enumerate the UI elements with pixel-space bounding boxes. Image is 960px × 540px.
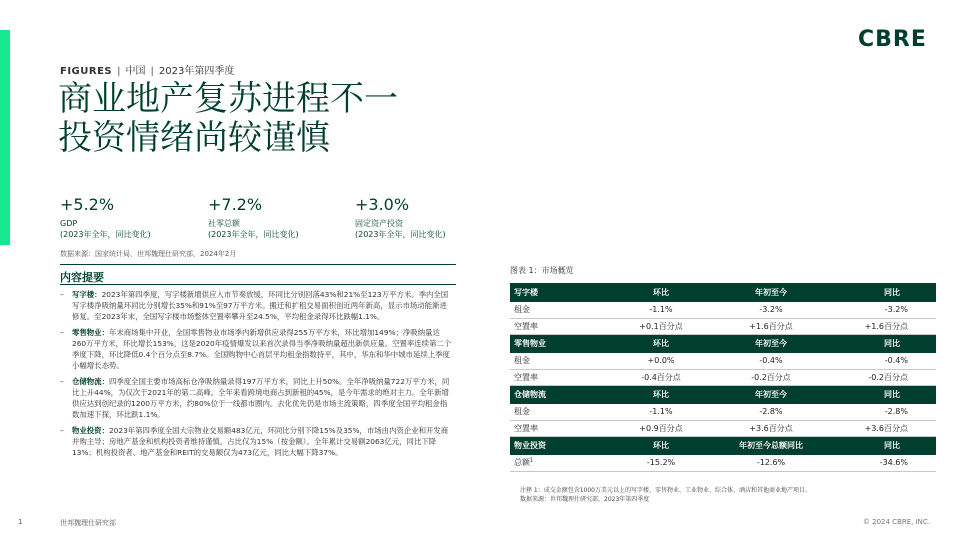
kpi-value: +3.0%	[355, 195, 410, 214]
summary-item-lead: 零售物业：	[72, 328, 109, 337]
table-row	[510, 369, 936, 385]
table-cell: -0.4%	[716, 353, 826, 369]
note-source: 数据来源：世邦魏理仕研究部，2023年第四季度	[520, 496, 650, 503]
summary-item-text: 四季度全国主要市场高标仓净吸纳量录得197万平方米，同比上升50%。全年净吸纳量722万平方米，同比上升44%，为仅次于2021年的第二高峰。全年来看跨境电商占到新租的45%，是今年需求的绝对主力。全年新增供应达到创纪录的1200万平方米，约80%位于一线都市圈内。去化优先仍是市场主流策略，四季度全国平均租金指数加速下探，环比跌1.1%。	[72, 377, 450, 419]
table-cell: -1.1%	[606, 404, 716, 420]
table-cell: -3.2%	[826, 302, 936, 318]
table-cell: +1.6百分点	[826, 318, 936, 334]
kpi-source: 数据来源：国家统计局，世邦魏理仕研究部，2024年2月	[60, 250, 237, 258]
cbre-logo: CBRE	[858, 27, 927, 52]
footnote-marker: 1	[530, 457, 534, 464]
kpi-retail-sales	[208, 196, 358, 240]
column-header: 环比	[606, 283, 716, 302]
table-row	[510, 353, 936, 369]
column-header: 同比	[826, 436, 936, 455]
row-label: 空置率	[510, 420, 606, 436]
market-overview-table	[510, 283, 936, 472]
summary-item-text: 2023年第四季度全国大宗物业交易额483亿元，环同比分别下降15%及35%，市场由内资企业和开发商并购主导；房地产基金和机构投资者维持谨慎，占比仅为15%（按金额）。全年累计交易额2063亿元，同比下降13%；机构投资者、地产基金和REIT的交易额仅为473亿元，同比大幅下降37%。	[72, 426, 449, 457]
title-line-1: 商业地产复苏进程不一	[58, 79, 398, 119]
column-header: 环比	[606, 436, 716, 455]
column-header: 同比	[826, 334, 936, 353]
summary-title: 内容提要	[60, 271, 104, 284]
column-header: 年初至今	[716, 385, 826, 404]
row-label: 租金	[510, 302, 606, 318]
kpi-label: GDP	[60, 219, 78, 228]
kpi-sub: (2023年全年，同比变化)	[355, 230, 446, 239]
table-row	[510, 420, 936, 436]
note-line: 注释 1：成交金额包含1000万美元以上的写字楼、零售物业、工业物业、综合体、酒店和其他商业地产项目。	[520, 487, 811, 494]
column-header: 年初至今	[716, 334, 826, 353]
footer-copyright: © 2024 CBRE, INC.	[862, 518, 930, 526]
kpi-sub: (2023年全年，同比变化)	[60, 230, 151, 239]
table-section-header	[510, 334, 936, 353]
table-cell: +0.9百分点	[606, 420, 716, 436]
table-cell: -3.2%	[716, 302, 826, 318]
kpi-value: +7.2%	[208, 195, 263, 214]
footer-org: 世邦魏理仕研究部	[60, 519, 116, 527]
summary-item-lead: 写字楼：	[72, 290, 102, 299]
page-title	[58, 80, 398, 158]
report-header	[60, 62, 234, 77]
column-header: 年初至今总额同比	[716, 436, 826, 455]
divider	[60, 284, 456, 285]
table-cell: -12.6%	[716, 455, 826, 471]
table-section-header	[510, 436, 936, 455]
table-cell: +3.6百分点	[826, 420, 936, 436]
table-cell: -0.4%	[826, 353, 936, 369]
kpi-label: 社零总额	[208, 219, 240, 228]
kpi-label: 固定资产投资	[355, 219, 403, 228]
header-separator: |	[117, 66, 121, 77]
page-number: 1	[18, 518, 23, 526]
header-separator: |	[150, 66, 154, 77]
divider	[60, 264, 456, 265]
summary-item-office	[60, 289, 452, 322]
table-cell: -0.2百分点	[716, 369, 826, 385]
summary-item-text: 年末商场集中开业，全国零售物业市场季内新增供应录得255万平方米，环比增加149%；净吸纳量达260万平方米，环比增长153%，这是2020年疫情爆发以来首次录得当季净吸纳量超出新供应量。空置率连续第二个季度下降，环比降低0.4个百分点至8.7%。全国购物中心首层平均租金指数持平，其中，华东和华中城市延续上季度小幅增长态势。	[72, 328, 452, 370]
kpi-sub: (2023年全年，同比变化)	[208, 230, 299, 239]
summary-item-investment	[60, 425, 452, 458]
summary-item-logistics	[60, 376, 452, 420]
summary-item-lead: 仓储物流：	[72, 377, 109, 386]
section-name: 零售物业	[510, 334, 606, 353]
row-label-text: 总额	[514, 458, 530, 468]
column-header: 同比	[826, 283, 936, 302]
table-cell: -0.2百分点	[826, 369, 936, 385]
accent-bar	[0, 30, 10, 245]
table-section-header	[510, 385, 936, 404]
kpi-gdp	[60, 196, 210, 240]
table-cell: -2.8%	[716, 404, 826, 420]
summary-item-text: 2023年第四季度，写字楼新增供应入市节奏放缓，环同比分别回落43%和21%至123万平方米。季内全国写字楼净吸纳量环同比分别增长35%和91%至97万平方米。搬迁和扩租交易面积创近两年新高，显示市场动能渐进修复。至2023年末，全国写字楼市场整体空置率攀升至24.5%，平均租金录得环比跌幅1.1%。	[72, 290, 449, 321]
table-section-header	[510, 283, 936, 302]
table-cell: -2.8%	[826, 404, 936, 420]
table-cell: +3.6百分点	[716, 420, 826, 436]
section-name: 写字楼	[510, 283, 606, 302]
row-label: 空置率	[510, 369, 606, 385]
table-cell: +0.1百分点	[606, 318, 716, 334]
table-cell: -34.6%	[826, 455, 936, 471]
kpi-fixed-asset-investment	[355, 196, 505, 240]
table-cell: -15.2%	[606, 455, 716, 471]
row-label: 租金	[510, 353, 606, 369]
table-cell: -0.4百分点	[606, 369, 716, 385]
section-name: 物业投资	[510, 436, 606, 455]
table-cell: -1.1%	[606, 302, 716, 318]
table-cell: +0.0%	[606, 353, 716, 369]
row-label: 空置率	[510, 318, 606, 334]
table-row	[510, 318, 936, 334]
section-name: 仓储物流	[510, 385, 606, 404]
table-note	[520, 486, 811, 504]
country-label: 中国	[125, 66, 146, 77]
column-header: 年初至今	[716, 283, 826, 302]
summary-list	[60, 289, 452, 463]
table-row	[510, 302, 936, 318]
title-line-2: 投资情绪尚较谨慎	[58, 118, 330, 158]
column-header: 环比	[606, 334, 716, 353]
figures-label: FIGURES	[60, 66, 113, 77]
row-label: 租金	[510, 404, 606, 420]
summary-item-lead: 物业投资：	[72, 426, 109, 435]
column-header: 环比	[606, 385, 716, 404]
table-cell: +1.6百分点	[716, 318, 826, 334]
table-caption: 图表 1：市场概览	[510, 266, 574, 275]
column-header: 同比	[826, 385, 936, 404]
row-label	[510, 455, 606, 471]
table-row	[510, 404, 936, 420]
table-row	[510, 455, 936, 471]
kpi-value: +5.2%	[60, 195, 115, 214]
period-label: 2023年第四季度	[158, 66, 235, 77]
summary-item-retail	[60, 327, 452, 371]
